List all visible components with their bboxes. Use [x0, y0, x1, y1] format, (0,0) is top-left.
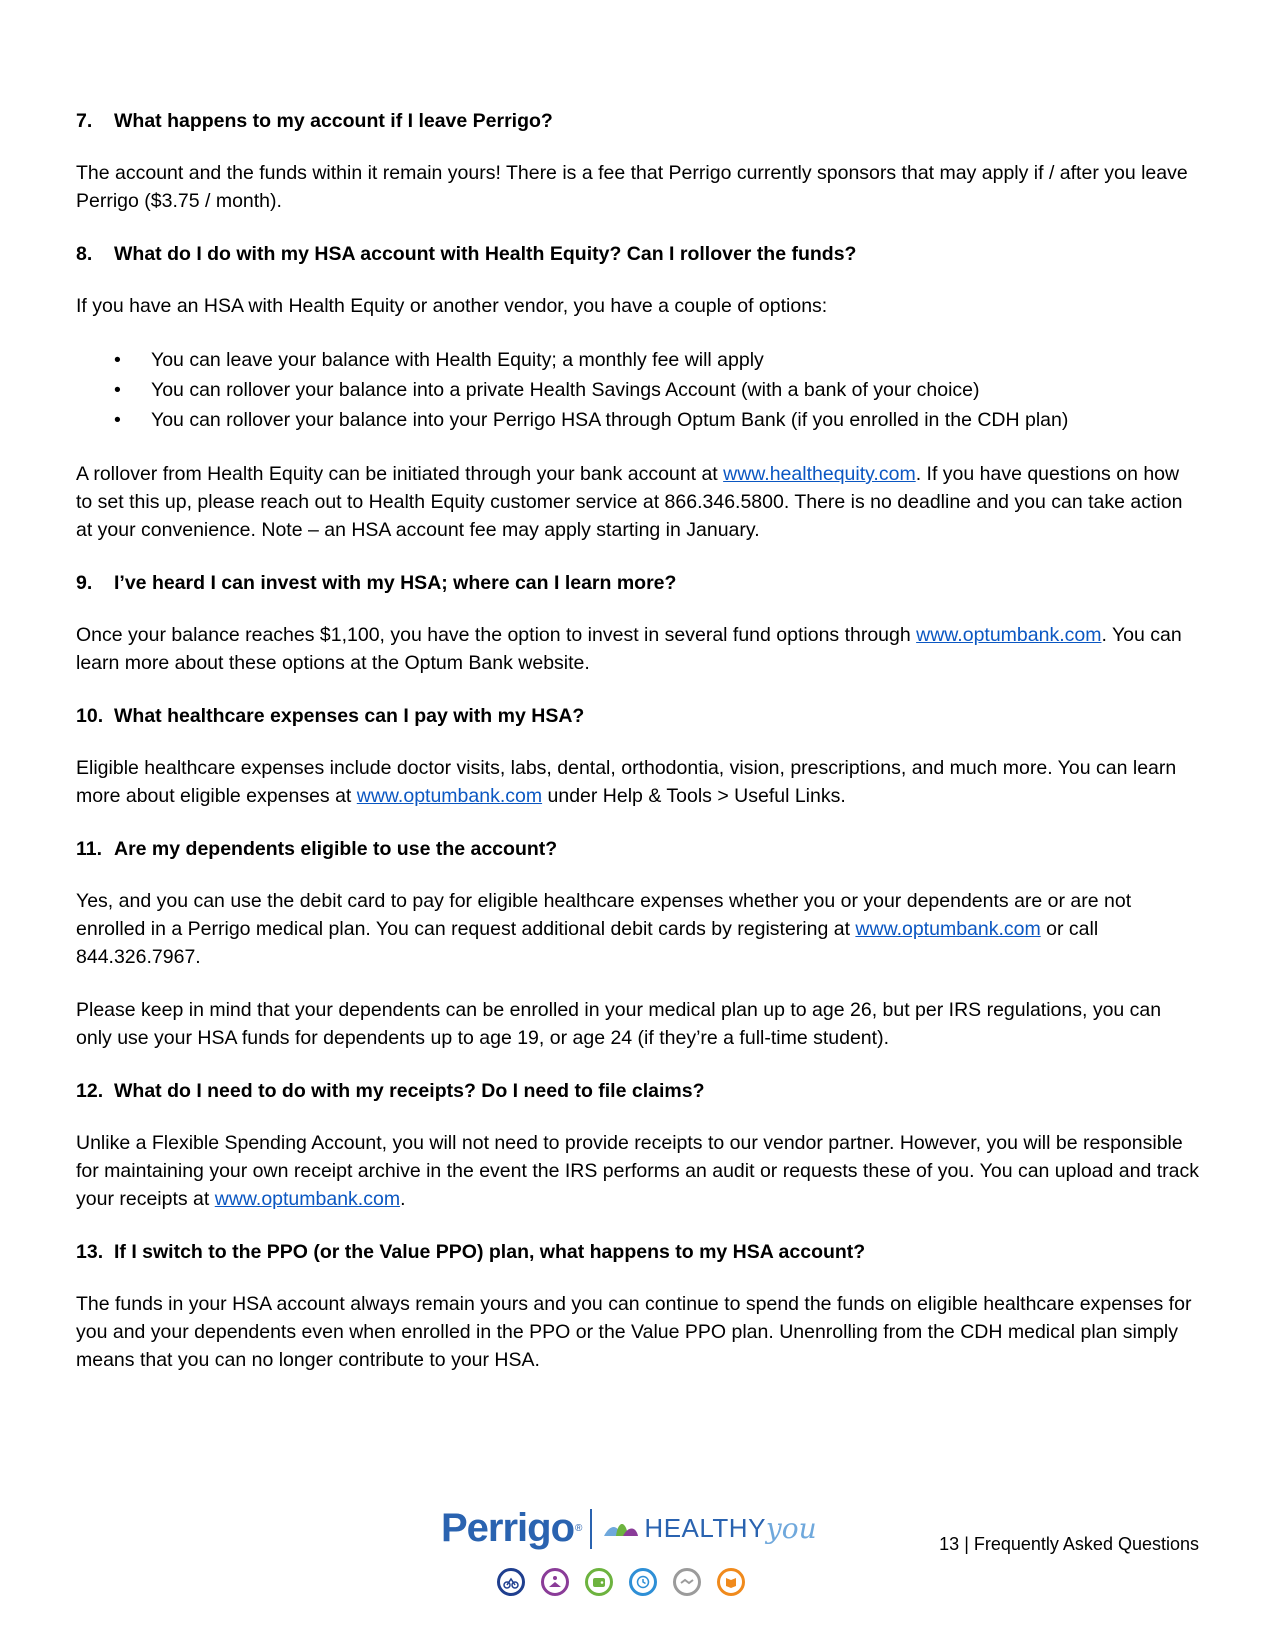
faq-question-13: [76, 1238, 1200, 1266]
wellness-icons: [497, 1568, 745, 1596]
faq-intro-8: If you have an HSA with Health Equity or another vendor, you have a couple of options:: [76, 295, 828, 317]
list-item: • You can rollover your balance into your Perrigo HSA through Optum Bank (if you enrolled in the CDH plan): [76, 405, 1200, 435]
you-text: you: [765, 1512, 817, 1545]
meditation-icon: [541, 1568, 569, 1596]
faq-answer-8: [76, 460, 1200, 544]
answer-text: A rollover from Health Equity can be initiated through your bank account at: [76, 463, 724, 485]
healthequity-link[interactable]: www.healthequity.com: [723, 463, 916, 485]
optumbank-link[interactable]: www.optumbank.com: [855, 918, 1041, 940]
question-text: What happens to my account if I leave Perrigo?: [114, 110, 553, 132]
question-text: What do I need to do with my receipts? Do I need to file claims?: [114, 1080, 705, 1102]
faq-question-10: [76, 702, 1200, 730]
clock-icon: [629, 1568, 657, 1596]
faq-answer-12: [76, 1129, 1200, 1213]
brand-name: Perrigo: [441, 1506, 575, 1550]
faq-answer-11: [76, 887, 1200, 971]
question-number: 7.: [76, 110, 93, 132]
book-icon: [717, 1568, 745, 1596]
question-text: What do I do with my HSA account with Health Equity? Can I rollover the funds?: [114, 243, 857, 265]
answer-text: Once your balance reaches $1,100, you have the option to invest in several fund options through: [76, 624, 917, 646]
list-item: • You can rollover your balance into a private Health Savings Account (with a bank of your choice): [76, 375, 1200, 405]
faq-content: [76, 107, 1200, 1374]
question-number: 12.: [76, 1080, 104, 1102]
question-text: I’ve heard I can invest with my HSA; where can I learn more?: [114, 572, 677, 594]
answer-text: or call 844.326.7967.: [76, 918, 1099, 968]
faq-answer-9: [76, 621, 1200, 677]
faq-question-8: [76, 240, 1200, 268]
registered-mark: ®: [575, 1523, 583, 1534]
question-number: 10.: [76, 705, 104, 727]
answer-text: Unlike a Flexible Spending Account, you will not need to provide receipts to our vendor partner. However, you will be responsible for maintaining your own receipt archive in the event the IRS performs an audit or requests these of you. You can upload and track your receipts at: [76, 1132, 1199, 1210]
optumbank-link[interactable]: www.optumbank.com: [356, 785, 543, 807]
faq-answer-10: [76, 754, 1200, 810]
optumbank-link[interactable]: www.optumbank.com: [214, 1188, 401, 1210]
perrigo-healthy-you-logo: [441, 1506, 817, 1551]
wallet-icon: [585, 1568, 613, 1596]
answer-text: . If you have questions on how to set this up, please reach out to Health Equity customer service at 866.346.5800. There is no deadline and you can take action at your convenience. Note – an HSA account fee may apply starting in January.: [76, 463, 1183, 541]
leaf-icon: [602, 1518, 640, 1540]
list-item: • You can leave your balance with Health Equity; a monthly fee will apply: [76, 345, 1200, 375]
faq-question-11: [76, 835, 1200, 863]
answer-text: .: [400, 1188, 406, 1210]
question-text: What healthcare expenses can I pay with my HSA?: [114, 705, 585, 727]
faq-question-9: [76, 569, 1200, 597]
options-list: [76, 345, 1200, 435]
optumbank-link[interactable]: www.optumbank.com: [916, 624, 1102, 646]
question-number: 11.: [76, 838, 103, 860]
answer-text: under Help & Tools > Useful Links.: [542, 785, 846, 807]
healthy-text: HEALTHY: [644, 1513, 766, 1543]
question-text: If I switch to the PPO (or the Value PPO) plan, what happens to my HSA account?: [114, 1241, 866, 1263]
question-text: Are my dependents eligible to use the account?: [114, 838, 558, 860]
faq-answer-11-note: Please keep in mind that your dependents can be enrolled in your medical plan up to age 26, but per IRS regulations, you can only use your HSA funds for dependents up to age 19, or age 24 (if they’re a full-time student).: [76, 999, 1162, 1049]
page-number-label: 13 | Frequently Asked Questions: [939, 1534, 1199, 1554]
question-number: 9.: [76, 572, 93, 594]
handshake-icon: [673, 1568, 701, 1596]
question-number: 8.: [76, 243, 93, 265]
faq-answer-13: The funds in your HSA account always remain yours and you can continue to spend the funds on eligible healthcare expenses for you and your dependents even when enrolled in the PPO or the Value PPO plan. Unenrolling from the CDH medical plan simply means that you can no longer contribute to your HSA.: [76, 1293, 1192, 1371]
answer-text: Eligible healthcare expenses include doctor visits, labs, dental, orthodontia, vision, prescriptions, and much more. You can learn more about eligible expenses at: [76, 757, 1177, 807]
answer-text: . You can learn more about these options at the Optum Bank website.: [76, 624, 1182, 674]
page-footer: [0, 1490, 1275, 1620]
faq-answer-7: The account and the funds within it remain yours! There is a fee that Perrigo currently sponsors that may apply if / after you leave Perrigo ($3.75 / month).: [76, 162, 1188, 212]
logo-divider: [590, 1509, 592, 1549]
answer-text: Yes, and you can use the debit card to pay for eligible healthcare expenses whether you or your dependents are or are not enrolled in a Perrigo medical plan. You can request additional debit cards by registering at: [76, 890, 1132, 940]
cycling-icon: [497, 1568, 525, 1596]
question-number: 13.: [76, 1241, 104, 1263]
faq-question-12: [76, 1077, 1200, 1105]
faq-question-7: [76, 107, 1200, 135]
